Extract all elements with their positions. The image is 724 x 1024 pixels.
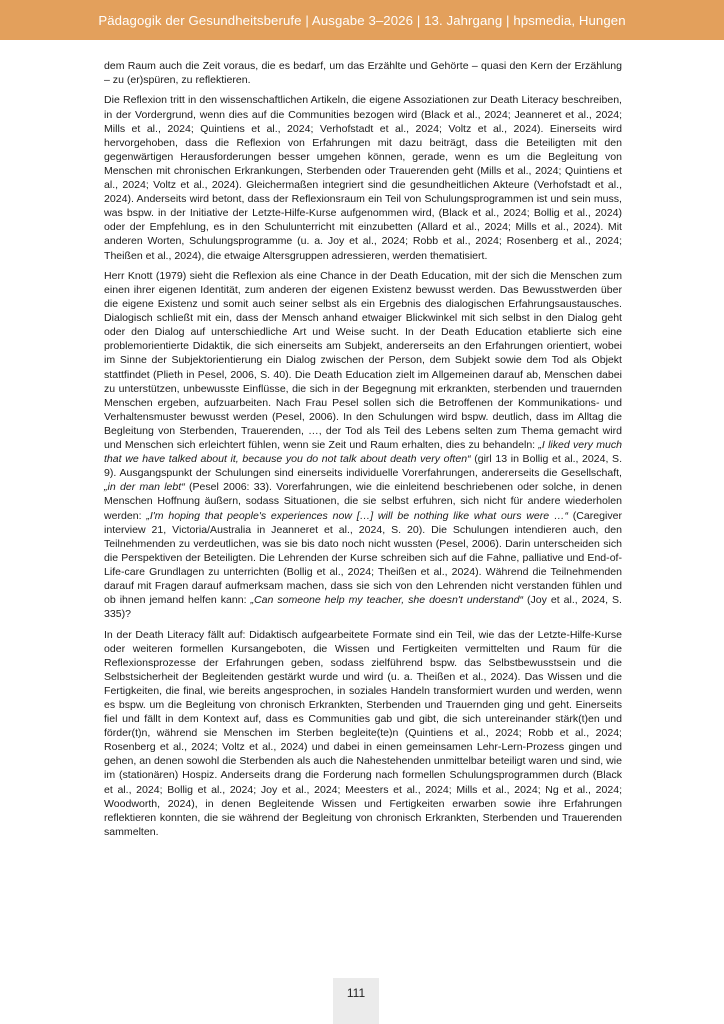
page-number: 111 <box>346 986 366 1000</box>
page-number-tab <box>333 978 379 1024</box>
paragraph-4: In der Death Literacy fällt auf: Didaktisch aufgearbeitete Formate sind ein Teil, wie das der Letzte-Hilfe-Kurse oder weiteren formellen Kursangeboten, die Wissen und Fertigkeiten vermittelten und Raum für die Reflexionsprozesse der Erfahrungen geben, sodass zielführend bspw. das Selbstbewusstsein und die Selbstsicherheit der Begleitenden gestärkt wurde und wird (u. a. Theißen et al., 2024). Das Wissen und die Fertigkeiten, die final, wie bereits angesprochen, in soziales Handeln transformiert wurden und werden, wenn es bspw. um die Begleitung von chronisch Erkrankten, Sterbenden und Trauernden ging und geht. Einerseits fiel und fällt in dem Kontext auf, dass es Communities gab und gibt, die sich untereinander stärk(t)en und förder(t)n, während sie Menschen im Sterben begleite(te)n (Quintiens et al., 2024; Robb et al., 2024; Rosenberg et al., 2024; Voltz et al., 2024) und dabei in einen gemeinsamen Lehr-Lern-Prozess gingen und gehen, an denen sowohl die Sterbenden als auch die Nahestehenden unmittelbar beteiligt waren und sind, wie im (stationären) Hospiz. Anderseits drang die Forderung nach formellen Schulungsprogrammen durch (Black et al., 2024; Bollig et al., 2024; Joy et al., 2024; Meesters et al., 2024; Mills et al., 2024; Ng et al., 2024; Woodworth, 2024), in denen Begleitende Wissen und Fertigkeiten erwarben sowie ihre Erfahrungen reflektieren konnten, die sie während der Begleitung von chronisch Erkrankten, Sterbenden und Trauerenden sammelten. <box>104 628 622 838</box>
paragraph-3-text: (Caregiver interview 21, Victoria/Australia in Jeanneret et al., 2024, S. 20). Die Schulungen intendieren auch, den Teilnehmenden zu verdeutlichen, was sie bis dato noch nicht wussten (Pesel, 2006). Darin unterscheiden sich die Perspektiven der Beteiligten. Die Lehrenden der Kurse schreiben sich auf die Fahne, palliative und End-of-Life-care Grundlagen zu unterrichten (Bollig et al., 2024; Theißen et al., 2024). Während die Teilnehmenden darauf mit Fragen darauf aufmerksam machen, dass sie sich von den Lehrenden nicht verstanden fühlen und ob ihnen jemand helfen kann: <box>104 509 622 607</box>
paragraph-1: dem Raum auch die Zeit voraus, die es bedarf, um das Erzählte und Gehörte – quasi den Kern der Erzählung – zu (er)spüren, zu reflektieren. <box>104 60 622 87</box>
journal-header-title: Pädagogik der Gesundheitsberufe | Ausgabe 3–2026 | 13. Jahrgang | hpsmedia, Hungen <box>98 12 626 28</box>
paragraph-3-text: (girl 13 in Bollig et al., 2024, S. 9). Ausgangspunkt der Schulungen sind einerseits individuelle Vorerfahrungen, andererseits die Gesellschaft, <box>104 453 623 480</box>
journal-header-bar <box>0 0 724 40</box>
paragraph-2: Die Reflexion tritt in den wissenschaftlichen Artikeln, die eigene Assoziationen zur Death Literacy beschreiben, in der Vordergrund, wenn dies auf die Communities bezogen wird (Black et al., 2024; Jeanneret et al., 2024; Mills et al., 2024; Quintiens et al., 2024; Verhofstadt et al., 2024; Voltz et al., 2024). Einerseits wird hervorgehoben, dass die Reflexion von Erfahrungen mit dazu beiträgt, dass die Beteiligten mit den gegenwärtigen Herausforderungen besser umgehen können, gerade, wenn es um die Begleitung von Menschen mit chronischen Erkrankungen, Sterbenden oder Trauerenden geht (Mills et al., 2024; Quintiens et al., 2024; Voltz et al., 2024). Gleichermaßen integriert sind die gesundheitlichen Akteure (Verhofstadt et al., 2024). Anderseits wird betont, dass der Reflexionsraum ein Teil von Schulungsprogrammen ist und sein muss, was bspw. in der Initiative der Letzte-Hilfe-Kurse aufgenommen wird, (Black et al., 2024; Bollig et al., 2024) oder der Empfehlung, es in den Schulunterricht mit einzubetten (Allard et al., 2024; Mills et al., 2024). Mit anderen Worten, Schulungsprogramme (u. a. Joy et al., 2024; Robb et al., 2024; Rosenberg et al., 2024; Theißen et al., 2024), die etwaige Altersgruppen adressieren, werden thematisiert. <box>104 94 622 262</box>
quote-help-my-teacher: „Can someone help my teacher, she doesn't understand“ <box>250 594 524 607</box>
paragraph-3-text: (Pesel 2006: 33). Vorerfahrungen, wie die einleitend beschriebenen oder solche, in denen Menschen Hoffnung äußern, sodass Situationen, die sie selbst erfuhren, sich nicht für andere wiederholen werden: <box>104 481 622 522</box>
quote-caregiver-interview: „I'm hoping that people's experiences now […] will be nothing like what ours were …“ <box>146 509 568 522</box>
paragraph-3-text: (Joy et al., 2024, S. 335)? <box>104 594 622 621</box>
paragraph-3 <box>104 269 622 621</box>
paragraph-3-text: Herr Knott (1979) sieht die Reflexion als eine Chance in der Death Education, mit der sich die Menschen zum einen ihrer eigenen Identität, zum anderen der eigenen Existenz bewusst werden. Das Bewusstwerden über die eigene Existenz und somit auch seiner selbst als ein Ergebnis des dialogischen Erfahrungsaustausches. Dialogisch schließt mit ein, dass der Mensch anhand etwaiger Blickwinkel mit sich selbst in den Dialog geht oder den Dialog auf unterschiedliche Art und Weise sucht. In der Death Education etablierte sich eine problemorientierte Didaktik, die sich einerseits am Subjekt, andererseits an den Erfahrungen orientiert, wobei im Sinne der Subjektorientierung ein Dialog zwischen der Person, dem Subjekt sowie dem Tod als Objekt stattfindet (Plieth in Pesel, 2006, S. 40). Die Death Education zielt im Allgemeinen darauf ab, Menschen dabei zu unterstützen, unbewusste Einflüsse, die sich in der Begegnung mit erkrankten, sterbenden und trauernden Menschen ergeben, aufzuarbeiten. Nach Frau Pesel sollen sich die Betroffenen der Kommunikations- und Verhaltensmuster bewusst werden (Pesel, 2006). In den Schulungen wird bspw. deutlich, dass im Alltag die Begleitung von Sterbenden, Trauerenden, …, der Tod als Teil des Lebens selten zum Thema gemacht wird und Menschen sich erleichtert fühlen, wenn sie Zeit und Raum erhalten, dies zu behandeln: <box>104 269 622 452</box>
quote-girl-13: „I liked very much that we have talked about it, because you do not talk about death very often“ <box>104 439 623 466</box>
quote-in-der-man-lebt: „in der man lebt“ <box>104 481 185 494</box>
article-body <box>104 59 622 845</box>
